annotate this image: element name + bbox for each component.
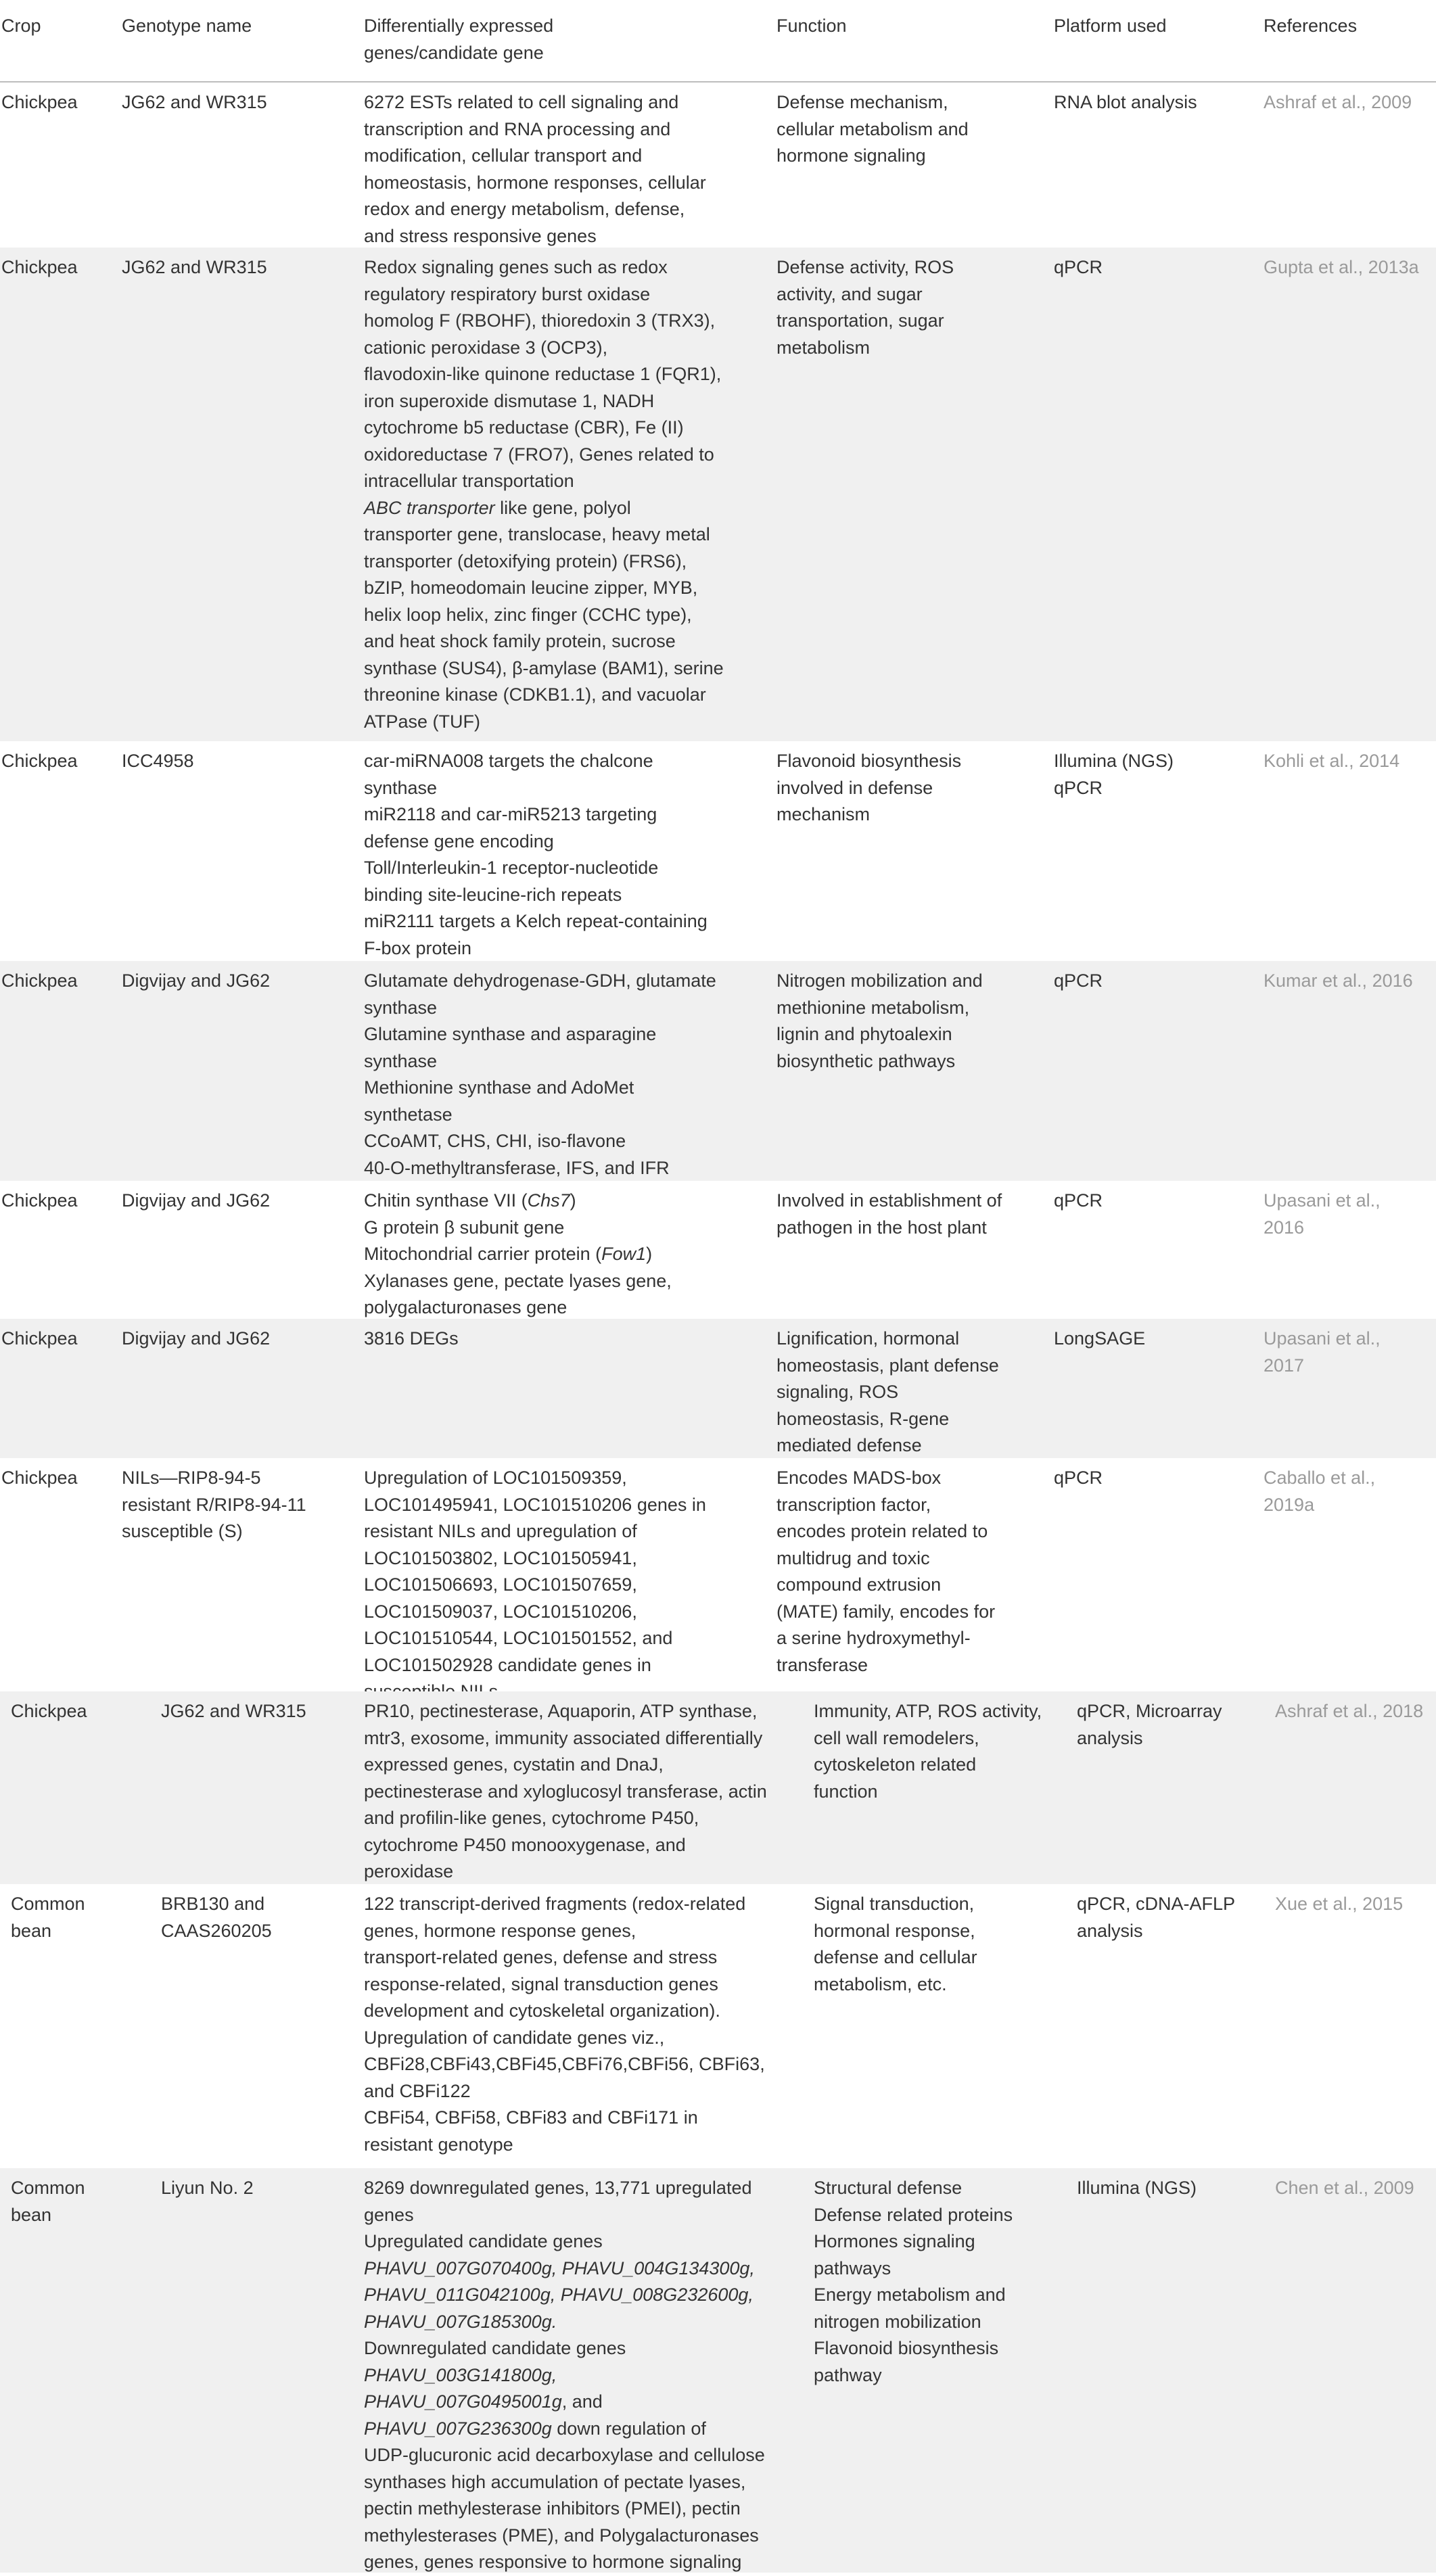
text-line: CBFi28,CBFi43,CBFi45,CBFi76,CBFi56, CBFi63,: [364, 2054, 765, 2074]
reference-link[interactable]: Upasani et al.,: [1264, 1190, 1381, 1211]
text-line: 122 transcript-derived fragments (redox-related: [364, 1894, 746, 1914]
cell-function: [777, 968, 1047, 1075]
text-line: Involved in establishment of: [777, 1190, 1002, 1211]
reference-link[interactable]: Caballo et al.,: [1264, 1468, 1376, 1488]
text-line: synthases high accumulation of pectate lyases,: [364, 2471, 746, 2492]
italic-gene: Fow1: [601, 1244, 647, 1264]
cell-platform: [1077, 1698, 1266, 1752]
text-line: function: [814, 1781, 878, 1802]
text-line: expressed genes, cystatin and DnaJ,: [364, 1754, 664, 1775]
text-line: CBFi54, CBFi58, CBFi83 and CBFi171 in: [364, 2107, 698, 2128]
text-line: analysis: [1077, 1920, 1143, 1941]
text-line: Digvijay and JG62: [122, 1190, 271, 1211]
text-line: pathogen in the host plant: [777, 1217, 987, 1238]
cell-reference: [1275, 2175, 1436, 2202]
table-row: [0, 961, 1436, 1181]
text-line: Upregulated candidate genes: [364, 2231, 603, 2251]
text-line: multidrug and toxic: [777, 1547, 930, 1568]
text-line: lignin and phytoalexin: [777, 1024, 952, 1044]
cell-platform: [1054, 1326, 1253, 1353]
text-line: metabolism, etc.: [814, 1973, 947, 1994]
text-line: susceptible (S): [122, 1521, 243, 1541]
cell-function: [777, 748, 1047, 828]
text-line: Methionine synthase and AdoMet: [364, 1077, 634, 1098]
text-line: Flavonoid biosynthesis: [777, 751, 962, 771]
text-line: RNA blot analysis: [1054, 92, 1197, 112]
cell-crop: Chickpea: [1, 1468, 78, 1488]
cell-reference: [1275, 1698, 1436, 1725]
text-line: homeostasis, R-gene: [777, 1408, 950, 1429]
cell-crop: Chickpea: [1, 257, 78, 277]
reference-link[interactable]: Upasani et al.,: [1264, 1328, 1381, 1349]
text-line: helix loop helix, zinc finger (CCHC type),: [364, 604, 692, 625]
text-line: Downregulated candidate genes: [364, 2338, 626, 2358]
text-line: PHAVU_011G042100g, PHAVU_008G232600g,: [364, 2285, 754, 2305]
text-line: pathways: [814, 2257, 891, 2278]
text-line: PHAVU_007G185300g.: [364, 2311, 557, 2332]
text-line: pathway: [814, 2364, 882, 2385]
text-line: synthase (SUS4), β-amylase (BAM1), serine: [364, 657, 724, 678]
text-fragment: , and: [561, 2391, 603, 2412]
text-line: and heat shock family protein, sucrose: [364, 631, 676, 651]
reference-link[interactable]: Kumar et al., 2016: [1264, 970, 1413, 991]
header-genotype: Genotype name: [122, 16, 252, 36]
cell-genotype: [122, 1188, 355, 1215]
cell-platform: [1054, 1465, 1253, 1492]
text-line: NILs—RIP8-94-5: [122, 1468, 261, 1488]
text-line: LOC101503802, LOC101505941,: [364, 1547, 637, 1568]
text-line: metabolism: [777, 337, 871, 358]
cell-platform: [1054, 254, 1253, 281]
text-line: cellular metabolism and: [777, 118, 969, 139]
text-line: binding site-leucine-rich repeats: [364, 884, 622, 905]
text-line: transcription and RNA processing and: [364, 118, 671, 139]
reference-link[interactable]: Gupta et al., 2013a: [1264, 257, 1419, 277]
text-line: transportation, sugar: [777, 310, 944, 331]
cell-reference: [1264, 748, 1436, 775]
table-row: [0, 741, 1436, 961]
text-line: 3816 DEGs: [364, 1328, 459, 1349]
italic-gene: Chs7: [527, 1190, 570, 1211]
text-line: cytochrome b5 reductase (CBR), Fe (II): [364, 417, 684, 438]
text-fragment: ): [570, 1190, 576, 1211]
reference-link[interactable]: Ashraf et al., 2009: [1264, 92, 1412, 112]
text-line: oxidoreductase 7 (FRO7), Genes related to: [364, 444, 714, 465]
text-line: 40-O-methyltransferase, IFS, and IFR: [364, 1157, 670, 1178]
text-line: compound extrusion: [777, 1574, 942, 1595]
table-row: [0, 1691, 1436, 1884]
cell-function: [777, 1465, 1047, 1679]
text-line: peroxidase: [364, 1861, 454, 1881]
text-line: cationic peroxidase 3 (OCP3),: [364, 337, 608, 358]
text-line: polygalacturonases gene: [364, 1297, 568, 1317]
text-line: [364, 1241, 770, 1268]
cell-deg: [364, 2175, 787, 2576]
cell-genotype: [122, 89, 355, 116]
cell-reference: [1264, 254, 1436, 281]
text-line: Energy metabolism and: [814, 2285, 1006, 2305]
cell-genotype: [122, 1465, 355, 1545]
reference-link[interactable]: 2019a: [1264, 1494, 1315, 1515]
cell-genotype: [122, 1326, 355, 1353]
text-line: mechanism: [777, 804, 871, 824]
text-line: Upregulation of LOC101509359,: [364, 1468, 627, 1488]
cell-genotype: [161, 1891, 384, 1944]
text-line: PHAVU_003G141800g,: [364, 2364, 557, 2385]
cell-deg: [364, 1326, 770, 1353]
cell-function: [777, 254, 1047, 361]
cell-crop: Chickpea: [1, 970, 78, 991]
text-line: (MATE) family, encodes for: [777, 1601, 996, 1622]
text-line: G protein β subunit gene: [364, 1217, 565, 1238]
text-line: qPCR: [1054, 1468, 1103, 1488]
cell-genotype: [122, 968, 355, 995]
table-row: [0, 1319, 1436, 1458]
text-line: Glutamine synthase and asparagine: [364, 1024, 657, 1044]
text-line: resistant R/RIP8-94-11: [122, 1494, 306, 1515]
cell-crop: Chickpea: [11, 1701, 87, 1721]
text-line: Glutamate dehydrogenase-GDH, glutamate: [364, 970, 716, 991]
text-line: Structural defense: [814, 2178, 963, 2198]
text-line: miR2118 and car-miR5213 targeting: [364, 804, 657, 824]
table-row: [0, 83, 1436, 248]
text-line: hormone signaling: [777, 145, 926, 166]
text-line: Illumina (NGS): [1054, 751, 1174, 771]
italic-gene: PHAVU_007G236300g: [364, 2418, 552, 2439]
text-line: Digvijay and JG62: [122, 1328, 271, 1349]
text-line: cytoskeleton related: [814, 1754, 977, 1775]
text-line: qPCR: [1054, 970, 1103, 991]
text-line: LOC101502928 candidate genes in: [364, 1654, 651, 1675]
text-line: bZIP, homeodomain leucine zipper, MYB,: [364, 578, 698, 598]
cell-function: [777, 1188, 1047, 1241]
text-line: homolog F (RBOHF), thioredoxin 3 (TRX3),: [364, 310, 716, 331]
text-line: 6272 ESTs related to cell signaling and: [364, 92, 679, 112]
cell-genotype: [122, 748, 355, 775]
text-line: [364, 2389, 787, 2416]
header-references: References: [1264, 16, 1358, 36]
cell-reference[interactable]: [1264, 1326, 1436, 1379]
cell-platform: [1054, 89, 1253, 116]
text-line: encodes protein related to: [777, 1521, 988, 1541]
text-line: LongSAGE: [1054, 1328, 1146, 1349]
table-row: [0, 1181, 1436, 1319]
text-fragment: down regulation of: [551, 2418, 706, 2439]
reference-link[interactable]: Ashraf et al., 2018: [1275, 1701, 1424, 1721]
text-line: homeostasis, plant defense: [777, 1355, 999, 1376]
cell-platform: [1077, 1891, 1266, 1944]
text-line: genes, genes responsive to hormone signaling: [364, 2552, 742, 2572]
text-line: Redox signaling genes such as redox: [364, 257, 668, 277]
text-line: biosynthetic pathways: [777, 1050, 956, 1071]
table-header: [0, 0, 1436, 81]
text-line: nitrogen mobilization: [814, 2311, 981, 2332]
header-function: Function: [777, 16, 847, 36]
cell-platform: [1054, 968, 1253, 995]
text-line: mediated defense: [777, 1435, 922, 1455]
cell-function: [814, 2175, 1057, 2389]
cell-deg: [364, 1891, 787, 2158]
text-line: a serine hydroxymethyl-: [777, 1628, 971, 1648]
text-line: CCoAMT, CHS, CHI, iso-flavone: [364, 1131, 626, 1151]
text-fragment: Chitin synthase VII (: [364, 1190, 528, 1211]
text-line: LOC101495941, LOC101510206 genes in: [364, 1494, 706, 1515]
text-line: [364, 2416, 787, 2443]
text-line: [364, 495, 770, 522]
cell-reference[interactable]: [1264, 1465, 1436, 1518]
cell-crop: Chickpea: [1, 92, 78, 112]
text-line: analysis: [1077, 1727, 1143, 1748]
cell-platform: [1054, 748, 1253, 801]
cell-genotype: [161, 2175, 384, 2202]
text-line: Nitrogen mobilization and: [777, 970, 983, 991]
text-line: synthase: [364, 997, 438, 1018]
text-line: Hormones signaling: [814, 2231, 975, 2251]
text-line: qPCR: [1054, 777, 1103, 798]
text-line: qPCR: [1054, 1190, 1103, 1211]
header-deg-line: genes/candidate gene: [364, 43, 544, 63]
reference-link[interactable]: 2016: [1264, 1217, 1305, 1238]
cell-reference: [1264, 968, 1436, 995]
text-line: JG62 and WR315: [122, 257, 267, 277]
text-line: car-miRNA008 targets the chalcone: [364, 751, 653, 771]
text-line: development and cytoskeletal organization).: [364, 2000, 720, 2021]
text-line: qPCR, cDNA-AFLP: [1077, 1894, 1236, 1914]
text-line: F-box protein: [364, 937, 472, 958]
text-line: defense gene encoding: [364, 830, 554, 851]
text-line: and profilin-like genes, cytochrome P450,: [364, 1808, 699, 1828]
text-line: Defense activity, ROS: [777, 257, 954, 277]
text-line: LOC101510544, LOC101501552, and: [364, 1628, 673, 1648]
header-platform: Platform used: [1054, 16, 1167, 36]
text-line: defense and cellular: [814, 1947, 977, 1967]
text-line: transcription factor,: [777, 1494, 931, 1515]
cell-platform: [1054, 1188, 1253, 1215]
cell-crop: Common bean: [11, 2178, 85, 2225]
table-row: [0, 1458, 1436, 1691]
cell-crop: Chickpea: [1, 1190, 78, 1211]
text-fragment: Mitochondrial carrier protein (: [364, 1244, 602, 1264]
text-fragment: ): [646, 1244, 653, 1264]
text-line: activity, and sugar: [777, 283, 923, 304]
text-line: pectin methylesterase inhibitors (PMEI), pectin: [364, 2498, 741, 2519]
text-line: 8269 downregulated genes, 13,771 upregulated: [364, 2178, 752, 2198]
text-line: BRB130 and: [161, 1894, 265, 1914]
text-line: transferase: [777, 1654, 868, 1675]
text-line: response-related, signal transduction genes: [364, 1973, 718, 1994]
cell-function: [814, 1891, 1057, 1998]
header-deg-line: Differentially expressed: [364, 16, 554, 36]
cell-function: [777, 89, 1047, 170]
text-line: methionine metabolism,: [777, 997, 970, 1018]
text-line: involved in defense: [777, 777, 933, 798]
table-row: [0, 248, 1436, 741]
text-line: JG62 and WR315: [122, 92, 267, 112]
cell-genotype: [122, 254, 355, 281]
text-line: JG62 and WR315: [161, 1701, 306, 1721]
text-line: ICC4958: [122, 751, 194, 771]
text-line: signaling, ROS: [777, 1382, 899, 1402]
text-line: resistant genotype: [364, 2134, 513, 2155]
text-line: Digvijay and JG62: [122, 970, 271, 991]
text-line: Toll/Interleukin-1 receptor-nucleotide: [364, 858, 659, 878]
text-line: and CBFi122: [364, 2080, 471, 2101]
text-line: Illumina (NGS): [1077, 2178, 1197, 2198]
reference-link[interactable]: Kohli et al., 2014: [1264, 751, 1400, 771]
cell-crop: Chickpea: [1, 751, 78, 771]
text-line: Upregulation of candidate genes viz.,: [364, 2027, 665, 2048]
reference-link[interactable]: 2017: [1264, 1355, 1305, 1376]
text-fragment: like gene, polyol: [500, 497, 631, 518]
text-line: CAAS260205: [161, 1920, 272, 1941]
header-crop: Crop: [1, 16, 41, 36]
text-line: qPCR: [1054, 257, 1103, 277]
text-line: ATPase (TUF): [364, 711, 481, 732]
text-line: and stress responsive genes: [364, 225, 597, 246]
cell-deg: [364, 1188, 770, 1321]
text-line: Defense mechanism,: [777, 92, 948, 112]
text-line: regulatory respiratory burst oxidase: [364, 283, 651, 304]
text-line: Lignification, hormonal: [777, 1328, 960, 1349]
text-line: Flavonoid biosynthesis: [814, 2338, 999, 2358]
text-line: mtr3, exosome, immunity associated differentially: [364, 1727, 763, 1748]
text-line: Liyun No. 2: [161, 2178, 254, 2198]
text-line: synthetase: [364, 1104, 453, 1125]
cell-deg: [364, 254, 770, 735]
text-line: redox and energy metabolism, defense,: [364, 199, 685, 219]
text-line: cell wall remodelers,: [814, 1727, 979, 1748]
cell-genotype: [161, 1698, 384, 1725]
text-line: genes, hormone response genes,: [364, 1920, 636, 1941]
text-line: intracellular transportation: [364, 471, 574, 491]
text-line: threonine kinase (CDKB1.1), and vacuolar: [364, 684, 706, 705]
text-line: LOC101509037, LOC101510206,: [364, 1601, 637, 1622]
reference-link[interactable]: Xue et al., 2015: [1275, 1894, 1404, 1914]
text-line: pectinesterase and xyloglucosyl transferase, actin: [364, 1781, 767, 1802]
text-line: homeostasis, hormone responses, cellular: [364, 172, 706, 193]
cell-deg: [364, 748, 770, 962]
text-line: hormonal response,: [814, 1920, 975, 1941]
cell-function: [814, 1698, 1057, 1805]
text-line: genes: [364, 2204, 414, 2225]
text-line: PR10, pectinesterase, Aquaporin, ATP synthase,: [364, 1701, 758, 1721]
text-line: Defense related proteins: [814, 2204, 1013, 2225]
text-line: synthase: [364, 777, 438, 798]
italic-gene: ABC transporter: [364, 497, 495, 518]
italic-gene: PHAVU_007G0495001g: [364, 2391, 562, 2412]
text-line: methylesterases (PME), and Polygalacturonases: [364, 2525, 759, 2546]
text-line: flavodoxin-like quinone reductase 1 (FQR1),: [364, 364, 722, 384]
text-line: Immunity, ATP, ROS activity,: [814, 1701, 1042, 1721]
text-line: LOC101506693, LOC101507659,: [364, 1574, 637, 1595]
text-line: transport-related genes, defense and stress: [364, 1947, 718, 1967]
text-line: Signal transduction,: [814, 1894, 975, 1914]
text-line: PHAVU_007G070400g, PHAVU_004G134300g,: [364, 2257, 755, 2278]
text-line: resistant NILs and upregulation of: [364, 1521, 637, 1541]
table-row: [0, 2168, 1436, 2573]
text-line: Encodes MADS-box: [777, 1468, 942, 1488]
cell-crop: Common bean: [11, 1894, 85, 1941]
text-line: miR2111 targets a Kelch repeat-containing: [364, 911, 708, 931]
cell-reference: [1275, 1891, 1436, 1918]
cell-reference[interactable]: [1264, 1188, 1436, 1241]
reference-link[interactable]: Chen et al., 2009: [1275, 2178, 1414, 2198]
cell-deg: [364, 1465, 770, 1706]
cell-crop: Chickpea: [1, 1328, 78, 1349]
text-line: [364, 1188, 770, 1215]
cell-platform: [1077, 2175, 1266, 2202]
text-line: cytochrome P450 monooxygenase, and: [364, 1834, 686, 1855]
text-line: iron superoxide dismutase 1, NADH: [364, 390, 655, 411]
text-line: synthase: [364, 1050, 438, 1071]
text-line: qPCR, Microarray: [1077, 1701, 1222, 1721]
text-line: UDP-glucuronic acid decarboxylase and cellulose: [364, 2445, 765, 2465]
text-line: transporter (detoxifying protein) (FRS6),: [364, 551, 687, 571]
cell-function: [777, 1326, 1047, 1459]
cell-deg: [364, 89, 770, 250]
text-line: Xylanases gene, pectate lyases gene,: [364, 1270, 672, 1291]
text-line: modification, cellular transport and: [364, 145, 643, 166]
cell-reference: [1264, 89, 1436, 116]
cell-deg: [364, 1698, 787, 1886]
cell-deg: [364, 968, 770, 1181]
text-line: transporter gene, translocase, heavy metal: [364, 524, 710, 544]
table-row: [0, 1884, 1436, 2168]
header-deg: [364, 12, 770, 66]
